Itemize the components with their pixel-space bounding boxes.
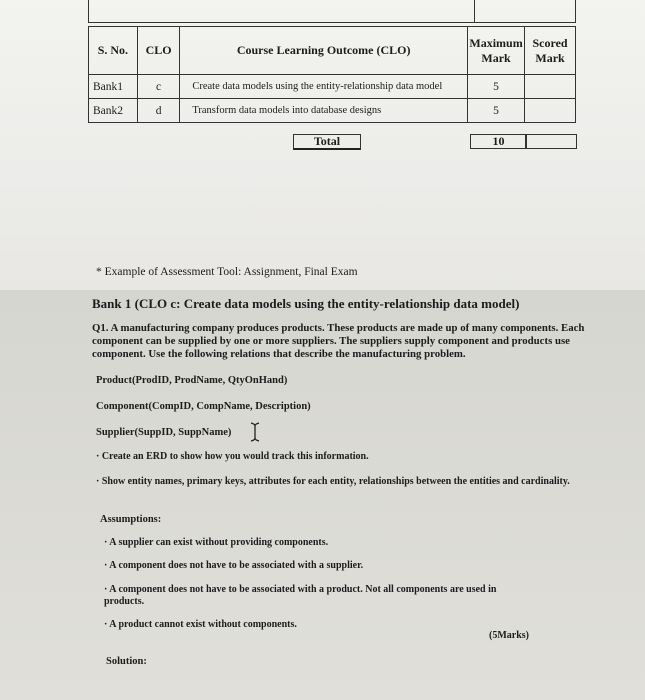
total-scored xyxy=(525,134,577,149)
cell-scored xyxy=(525,99,576,123)
task-item: · Create an ERD to show how you would track this information. xyxy=(96,451,369,462)
assumption-item: · A component does not have to be associated with a product. Not all components are used in products. xyxy=(104,584,497,607)
header-scored-mark: Scored Mark xyxy=(525,27,576,75)
header-sno: S. No. xyxy=(89,27,138,75)
cell-clo: d xyxy=(137,99,180,123)
relation-product: Product(ProdID, ProdName, QtyOnHand) xyxy=(96,375,288,386)
assumption-item: · A product cannot exist without components. xyxy=(104,619,297,630)
header-outcome: Course Learning Outcome (CLO) xyxy=(180,27,468,75)
cell-sno: Bank2 xyxy=(89,99,138,123)
cell-outcome: Create data models using the entity-relationship data model xyxy=(180,75,468,99)
task-item: · Show entity names, primary keys, attributes for each entity, relationships between the entities and cardinality. xyxy=(96,476,570,487)
cell-sno: Bank1 xyxy=(89,75,138,99)
total-value: 10 xyxy=(470,134,527,149)
relation-component: Component(CompID, CompName, Description) xyxy=(96,401,311,412)
clo-table xyxy=(88,26,576,123)
text-cursor-icon xyxy=(248,422,262,442)
solution-label: Solution: xyxy=(106,656,147,667)
total-label: Total xyxy=(293,134,361,150)
assumptions-heading: Assumptions: xyxy=(100,514,162,525)
total-row xyxy=(293,134,576,148)
cell-outcome: Transform data models into database designs xyxy=(180,99,468,123)
cell-max: 5 xyxy=(467,99,524,123)
cell-clo: c xyxy=(137,75,180,99)
cell-scored xyxy=(525,75,576,99)
bank-title: Bank 1 (CLO c: Create data models using the entity-relationship data model) xyxy=(92,296,520,311)
table-row xyxy=(89,75,576,99)
cell-max: 5 xyxy=(467,75,524,99)
marks-label: (5Marks) xyxy=(489,630,529,641)
header-maximum-mark: Maximum Mark xyxy=(467,27,524,75)
assumption-item: · A supplier can exist without providing components. xyxy=(104,537,329,548)
question-text: Q1. A manufacturing company produces products. These products are made up of many components. Each component can be supplied by one or more suppliers. The suppliers supply component and products use component. Use the following relations that describe the manufacturing problem. xyxy=(92,322,585,360)
assumption-item: · A component does not have to be associated with a supplier. xyxy=(104,560,364,571)
example-note: * Example of Assessment Tool: Assignment, Final Exam xyxy=(96,266,358,278)
relation-supplier: Supplier(SuppID, SuppName) xyxy=(96,427,232,438)
header-clo: CLO xyxy=(137,27,180,75)
table-row xyxy=(89,99,576,123)
previous-table-fragment xyxy=(88,0,576,23)
